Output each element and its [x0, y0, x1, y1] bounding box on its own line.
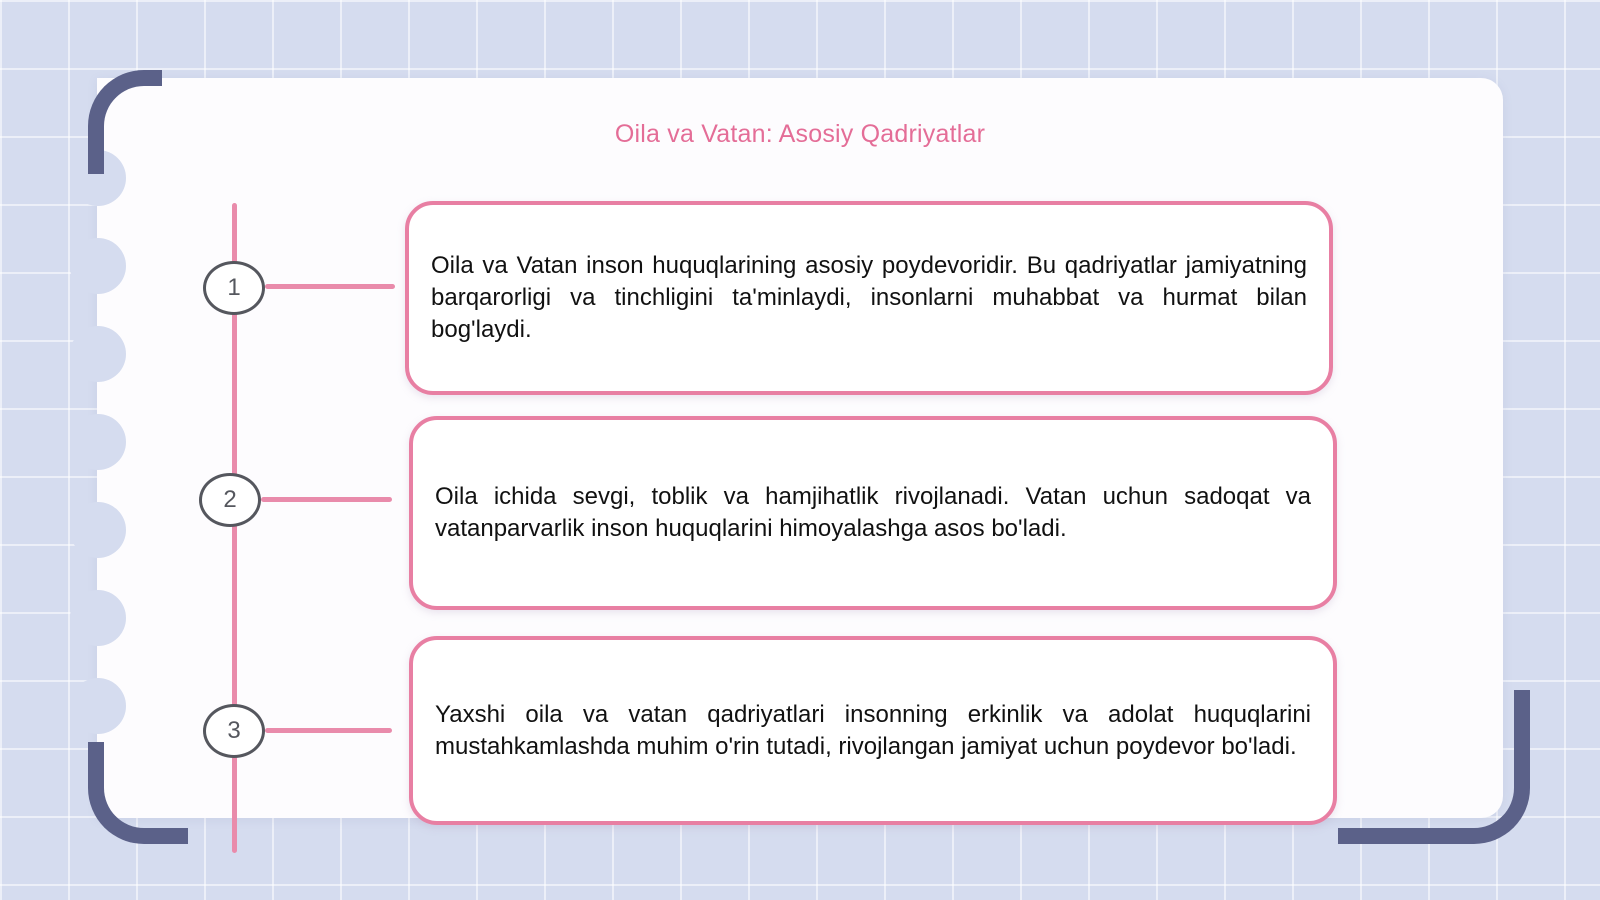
- paper-scallop: [70, 414, 126, 470]
- value-card-1: [405, 201, 1333, 395]
- step-marker-3: 3: [203, 704, 265, 758]
- corner-bracket-bottom-right: [1338, 690, 1530, 844]
- paper-scallop: [70, 678, 126, 734]
- timeline-connector-1: [265, 284, 395, 289]
- step-marker-1: 1: [203, 261, 265, 315]
- paper-scallop: [70, 326, 126, 382]
- value-card-text: Yaxshi oila va vatan qadriyatlari insonning erkinlik va adolat huquqlarini mustahkamlashda muhim o'rin tutadi, rivojlangan jamiyat uchun poydevor bo'ladi.: [435, 700, 1311, 760]
- value-card-2: [409, 416, 1337, 610]
- paper-scallop: [70, 590, 126, 646]
- slide-title: Oila va Vatan: Asosiy Qadriyatlar: [614, 120, 986, 148]
- paper-scallop: [70, 238, 126, 294]
- value-card-text: Oila va Vatan inson huquqlarining asosiy poydevoridir. Bu qadriyatlar jamiyatning barqarorligi va tinchligini ta'minlaydi, insonlarni muhabbat va hurmat bilan bog'laydi.: [431, 252, 1307, 343]
- corner-bracket-bottom-left: [88, 742, 188, 844]
- paper-scallop: [70, 502, 126, 558]
- timeline-connector-3: [265, 728, 392, 733]
- value-card-3: [409, 636, 1337, 825]
- step-marker-2: 2: [199, 473, 261, 527]
- value-card-text: Oila ichida sevgi, toblik va hamjihatlik rivojlanadi. Vatan uchun sadoqat va vatanparvarlik inson huquqlarini himoyalashga asos bo'ladi.: [435, 483, 1311, 542]
- timeline-connector-2: [261, 497, 392, 502]
